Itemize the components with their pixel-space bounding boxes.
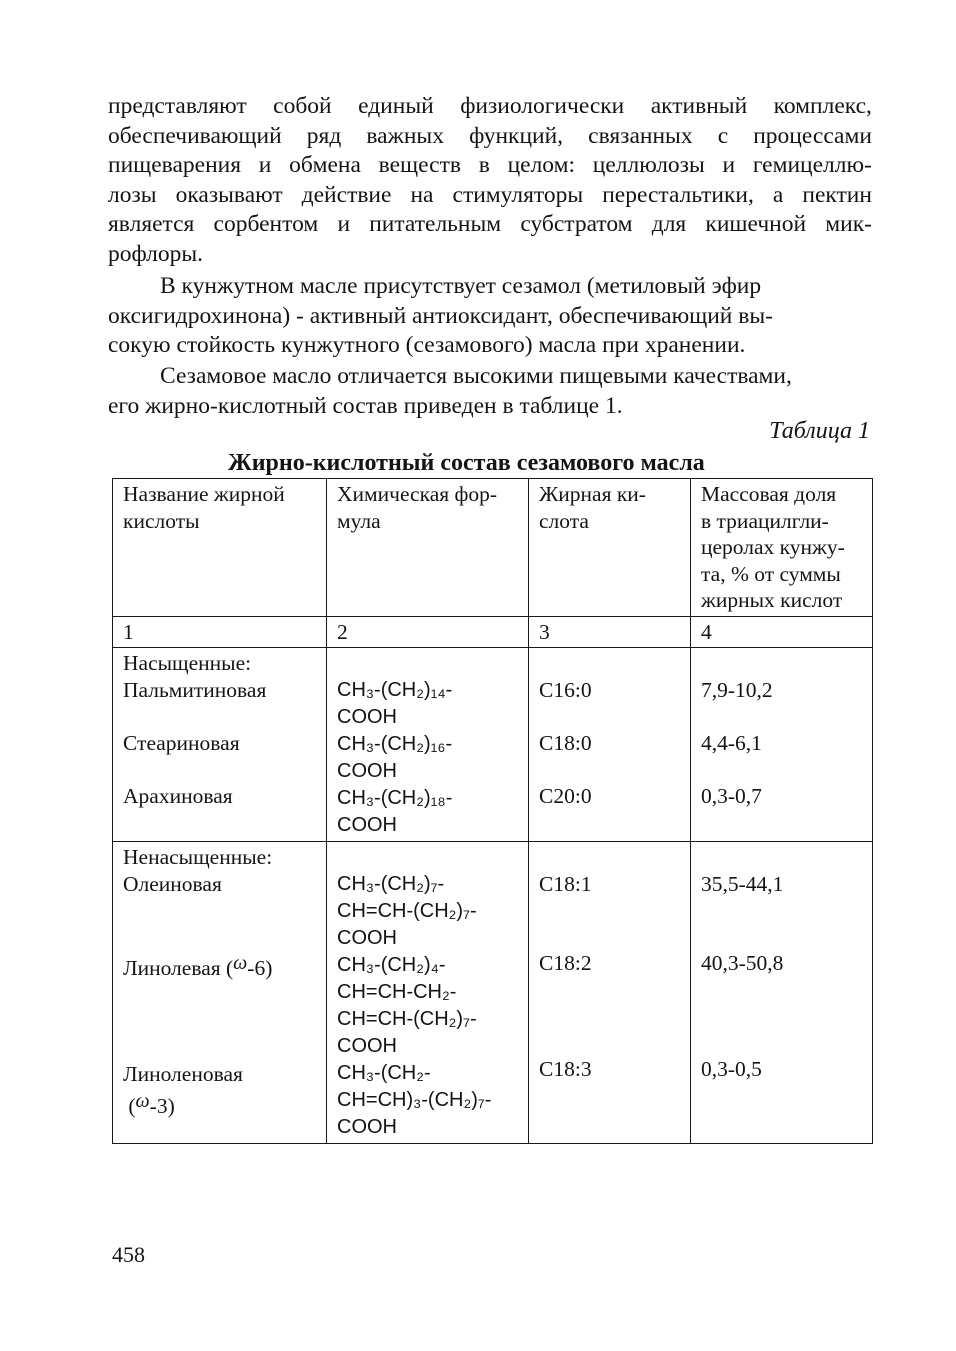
acid-code: C16:0 <box>539 677 592 702</box>
page-number: 458 <box>112 1242 145 1267</box>
unsaturated-group-row <box>113 842 873 1144</box>
formula-line: COOH <box>337 814 397 836</box>
col-number: 2 <box>327 616 529 648</box>
formula-line: COOH <box>337 706 397 728</box>
table-header-row <box>113 479 873 617</box>
formula-line: CH=CH-(CH₂)₇- <box>337 900 477 922</box>
formula-line: CH₃-(CH₂)₁₈- <box>337 787 453 809</box>
acid-share: 0,3-0,5 <box>701 1057 762 1081</box>
shares-cell <box>691 842 873 1144</box>
text-line: Сезамовое масло отличается высокими пищевыми качествами, <box>160 363 792 389</box>
formula-line: COOH <box>337 1116 397 1138</box>
text-line: обеспечивающий ряд важных функций, связанных с процессами <box>108 122 872 149</box>
paragraph-1 <box>108 92 872 269</box>
paragraph-2 <box>108 272 872 361</box>
acid-names-cell <box>113 842 327 1144</box>
formula-line: CH₃-(CH₂)₁₆- <box>337 733 453 755</box>
text-line: его жирно-кислотный состав приведен в таблице 1. <box>108 392 623 419</box>
formula-line: CH=CH)₃-(CH₂)₇- <box>337 1089 492 1111</box>
acid-share: 35,5-44,1 <box>701 871 784 896</box>
text-line: оксигидрохинона) - активный антиоксидант, обеспечивающий вы- <box>108 302 773 329</box>
fatty-acid-table <box>112 478 873 1144</box>
header-formula: Химическая фор- мула <box>327 479 529 617</box>
formula-line: CH=CH-(CH₂)₇- <box>337 1008 477 1030</box>
codes-cell <box>529 842 691 1144</box>
text-line: представляют собой единый физиологически активный комплекс, <box>108 93 872 119</box>
text-line: пищеварения и обмена веществ в целом: целлюлозы и гемицеллю- <box>108 152 872 178</box>
col-number: 4 <box>691 616 873 648</box>
formula-line: COOH <box>337 1035 397 1057</box>
acid-name-omega: (ω-3) <box>128 1089 175 1118</box>
group-label-saturated: Насыщенные: <box>123 651 252 675</box>
formula-line: CH₃-(CH₂)₇- <box>337 873 445 895</box>
text-line: является сорбентом и питательным субстратом для кишечной мик- <box>108 211 872 237</box>
formula-line: CH₃-(CH₂)₁₄- <box>337 679 453 701</box>
col-number: 1 <box>113 616 327 648</box>
group-label-unsaturated: Ненасыщенные: <box>123 845 273 869</box>
acid-share: 40,3-50,8 <box>701 951 784 975</box>
formulas-cell <box>327 842 529 1144</box>
saturated-group-row <box>113 648 873 842</box>
formula-line: COOH <box>337 760 397 782</box>
acid-name: Арахиновая <box>123 783 233 808</box>
formulas-cell <box>327 648 529 842</box>
acid-code: C18:0 <box>539 730 592 755</box>
acid-name: Линоленовая <box>123 1062 243 1086</box>
acid-code: C18:2 <box>539 951 592 975</box>
header-acid-name: Название жирной кислоты <box>113 479 327 617</box>
header-fatty-acid: Жирная ки- слота <box>529 479 691 617</box>
acid-code: C20:0 <box>539 783 592 808</box>
text-line: сокую стойкость кунжутного (сезамового) масла при хранении. <box>108 332 746 358</box>
text-line: рофлоры. <box>108 240 204 267</box>
formula-line: CH₃-(CH₂- <box>337 1062 431 1084</box>
formula-line: COOH <box>337 927 397 949</box>
acid-name: Пальмитиновая <box>123 677 267 702</box>
omega-symbol: ω <box>233 952 248 974</box>
acid-code: C18:1 <box>539 871 592 896</box>
shares-cell <box>691 648 873 842</box>
acid-name: Стеариновая <box>123 730 240 755</box>
column-number-row <box>113 616 873 648</box>
acid-share: 0,3-0,7 <box>701 783 762 808</box>
acid-share: 4,4-6,1 <box>701 730 762 755</box>
paragraph-3 <box>108 362 872 421</box>
table-caption: Таблица 1 <box>769 418 870 444</box>
acid-code: C18:3 <box>539 1057 592 1081</box>
acid-name: Линолевая (ω-6) <box>123 952 273 980</box>
formula-line: CH₃-(CH₂)₄- <box>337 954 446 976</box>
text-line: лозы оказывают действие на стимуляторы перестальтики, а пектин <box>108 181 872 208</box>
omega-symbol: ω <box>135 1089 150 1112</box>
acid-share: 7,9-10,2 <box>701 677 773 702</box>
acid-name: Олеиновая <box>123 871 222 896</box>
formula-line: CH=CH-CH₂- <box>337 981 457 1003</box>
header-mass-fraction: Массовая доля в триацилгли- церолах кунжу- та, % от суммы жирных кислот <box>691 479 873 617</box>
codes-cell <box>529 648 691 842</box>
col-number: 3 <box>529 616 691 648</box>
acid-names-cell <box>113 648 327 842</box>
table-title: Жирно-кислотный состав сезамового масла <box>228 450 705 476</box>
text-line: В кунжутном масле присутствует сезамол (метиловый эфир <box>160 273 762 299</box>
